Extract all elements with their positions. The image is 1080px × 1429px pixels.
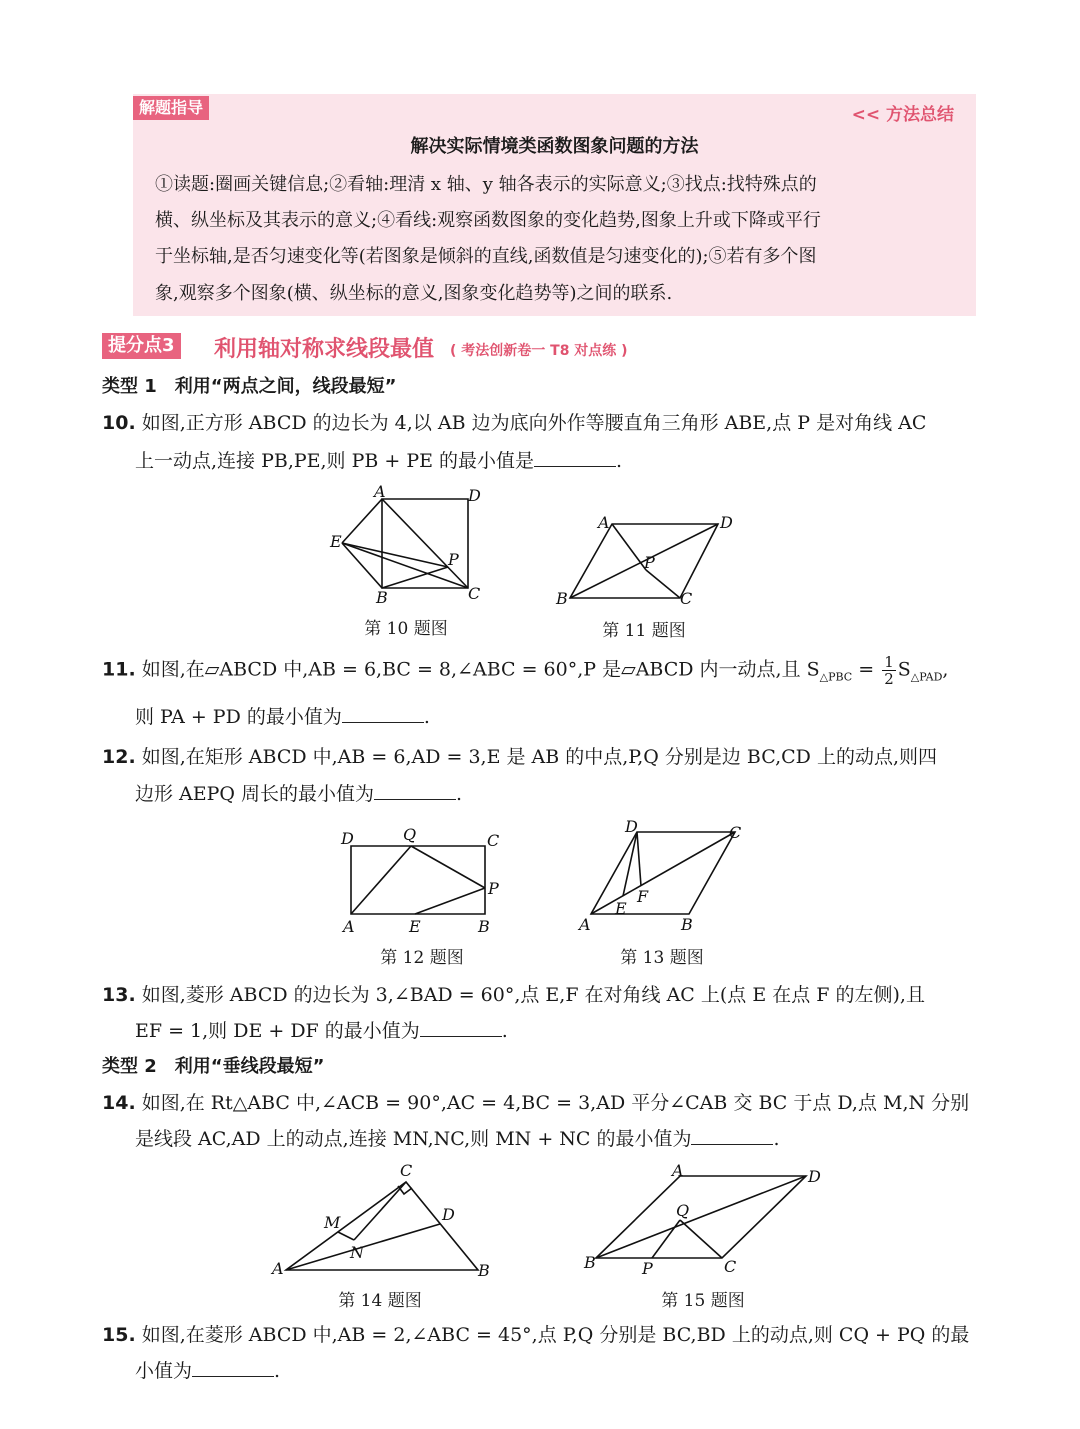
- label-c: C: [729, 823, 742, 842]
- label-b: B: [556, 589, 568, 608]
- question-text: 如图,正方形 ABCD 的边长为 4,以 AB 边为底向外作等腰直角三角形 ABE,点 P 是对角线 AC: [141, 412, 927, 434]
- period: .: [274, 1360, 281, 1382]
- segment-pa: [612, 524, 646, 570]
- label-b: B: [584, 1253, 596, 1272]
- label-c: C: [487, 831, 500, 850]
- label-n: N: [350, 1243, 364, 1262]
- question-10: [102, 408, 926, 435]
- type-2-heading: 类型 2 利用“垂线段最短”: [102, 1056, 325, 1077]
- fraction-numerator: 1: [884, 653, 894, 671]
- answer-blank[interactable]: [691, 1128, 773, 1145]
- question-15-line2: [135, 1356, 280, 1383]
- guide-line-4: 象,观察多个图象(横、纵坐标的意义,图象变化趋势等)之间的联系.: [155, 283, 673, 304]
- label-e: E: [409, 917, 421, 936]
- question-11: [102, 654, 948, 687]
- diagonal-bd: [596, 1176, 806, 1258]
- question-number: 15.: [102, 1324, 136, 1346]
- label-a: A: [272, 1259, 284, 1278]
- label-q: Q: [676, 1201, 690, 1220]
- segment-de: [623, 832, 637, 896]
- label-c: C: [468, 584, 481, 603]
- question-14: [102, 1088, 969, 1115]
- question-text: 上一动点,连接 PB,PE,则 PB + PE 的最小值是: [135, 450, 535, 472]
- method-summary-label: << 方法总结: [851, 105, 954, 125]
- segment-cq: [680, 1220, 722, 1258]
- label-e: E: [330, 532, 342, 551]
- figure-12: [335, 822, 515, 940]
- fraction-one-half: [882, 654, 896, 687]
- label-q: Q: [403, 825, 417, 844]
- subscript-pbc: △PBC: [819, 670, 853, 684]
- rectangle-abcd: [351, 846, 485, 914]
- question-text: 则 PA + PD 的最小值为: [135, 706, 342, 728]
- answer-blank[interactable]: [342, 706, 424, 723]
- period: .: [501, 1020, 508, 1042]
- period: .: [773, 1128, 780, 1150]
- label-b: B: [478, 917, 490, 936]
- segment-mn: [338, 1232, 354, 1240]
- guide-line-2: 横、纵坐标及其表示的意义;④看线:观察函数图象的变化趋势,图象上升或下降或平行: [155, 210, 821, 231]
- segment-qp: [652, 1220, 680, 1258]
- label-b: B: [478, 1261, 490, 1280]
- question-text: 如图,在 Rt△ABC 中,∠ACB = 90°,AC = 4,BC = 3,AD 平分∠CAB 交 BC 于点 D,点 M,N 分别: [141, 1092, 970, 1114]
- figure-13-caption: 第 13 题图: [620, 948, 704, 968]
- question-number: 12.: [102, 746, 136, 768]
- question-text: 小值为: [135, 1360, 193, 1382]
- question-number: 10.: [102, 412, 136, 434]
- question-text: 边形 AEPQ 周长的最小值为: [135, 783, 375, 805]
- subscript-pad: △PAD: [910, 670, 943, 684]
- question-number: 11.: [102, 658, 136, 681]
- label-f: F: [637, 887, 649, 906]
- section-title: 利用轴对称求线段最值: [214, 337, 435, 362]
- guide-line-1: ①读题:圈画关键信息;②看轴:理清 x 轴、y 轴各表示的实际意义;③找点:找特殊点的: [155, 174, 817, 195]
- guide-tag: 解题指导: [133, 96, 209, 120]
- figure-15-caption: 第 15 题图: [661, 1291, 745, 1311]
- segment-qp: [411, 846, 485, 888]
- label-b: B: [376, 588, 388, 607]
- fraction-denominator: 2: [884, 670, 894, 688]
- guide-title: 解决实际情境类函数图象问题的方法: [410, 136, 699, 157]
- figure-13: [575, 818, 755, 936]
- figure-15: [580, 1162, 820, 1277]
- question-text: EF = 1,则 DE + DF 的最小值为: [135, 1020, 420, 1042]
- period: .: [616, 450, 623, 472]
- label-c: C: [680, 589, 693, 608]
- question-13-line2: [135, 1016, 508, 1043]
- question-10-line2: [135, 446, 622, 473]
- label-p: P: [642, 1259, 653, 1278]
- segment-pe: [415, 888, 485, 914]
- diagonal-ac: [591, 832, 735, 914]
- label-a: A: [672, 1161, 684, 1180]
- label-a: A: [598, 513, 610, 532]
- label-d: D: [442, 1205, 455, 1224]
- label-c: C: [400, 1161, 413, 1180]
- triangle-abc: [286, 1182, 478, 1270]
- question-15: [102, 1320, 969, 1347]
- equals: =: [852, 658, 881, 681]
- label-b: B: [681, 915, 693, 934]
- figure-14: [268, 1158, 498, 1283]
- label-d: D: [720, 513, 733, 532]
- figure-14-caption: 第 14 题图: [338, 1291, 422, 1311]
- question-text: 是线段 AC,AD 上的动点,连接 MN,NC,则 MN + NC 的最小值为: [135, 1128, 692, 1150]
- segment-pc: [646, 570, 680, 598]
- question-text: 如图,在菱形 ABCD 中,AB = 2,∠ABC = 45°,点 P,Q 分别是 BC,BD 上的动点,则 CQ + PQ 的最: [141, 1324, 970, 1346]
- label-d: D: [468, 486, 481, 505]
- label-m: M: [324, 1213, 341, 1232]
- figure-12-caption: 第 12 题图: [380, 948, 464, 968]
- period: .: [456, 783, 463, 805]
- question-11-line2: [135, 702, 430, 729]
- type-1-heading: 类型 1 利用“两点之间，线段最短”: [102, 376, 397, 397]
- question-text: 如图,在▱ABCD 中,AB = 6,BC = 8,∠ABC = 60°,P 是▱ABCD 内一动点,且 S: [141, 658, 820, 681]
- question-text: 如图,在矩形 ABCD 中,AB = 6,AD = 3,E 是 AB 的中点,P,Q 分别是边 BC,CD 上的动点,则四: [141, 746, 937, 768]
- label-a: A: [579, 915, 591, 934]
- label-p: P: [488, 879, 499, 898]
- segment-df: [637, 832, 641, 886]
- guide-line-3: 于坐标轴,是否匀速变化等(若图象是倾斜的直线,函数值是匀速变化的);⑤若有多个图: [155, 246, 817, 267]
- segment-nc: [354, 1182, 406, 1240]
- question-14-line2: [135, 1124, 780, 1151]
- question-text: 如图,菱形 ABCD 的边长为 3,∠BAD = 60°,点 E,F 在对角线 AC 上(点 E 在点 F 的左侧),且: [141, 984, 925, 1006]
- comma: ,: [942, 658, 949, 681]
- label-p: P: [644, 553, 655, 572]
- label-e: E: [615, 899, 627, 918]
- segment-aq: [351, 846, 411, 914]
- figure-11: [550, 512, 750, 612]
- label-a: A: [374, 482, 386, 501]
- period: .: [423, 706, 430, 728]
- section-badge: 提分点3: [102, 333, 181, 359]
- question-13: [102, 980, 925, 1007]
- label-d: D: [808, 1167, 821, 1186]
- question-number: 14.: [102, 1092, 136, 1114]
- area-symbol: S: [897, 658, 911, 681]
- section-note: ( 考法创新卷一 T8 对点练 ): [450, 343, 628, 359]
- figure-11-caption: 第 11 题图: [602, 621, 686, 641]
- answer-blank[interactable]: [420, 1020, 502, 1037]
- label-a: A: [343, 917, 355, 936]
- segment-ae: [342, 499, 382, 543]
- answer-blank[interactable]: [192, 1360, 274, 1377]
- label-d: D: [625, 817, 638, 836]
- figure-10: [320, 482, 490, 610]
- label-p: P: [448, 550, 459, 569]
- question-number: 13.: [102, 984, 136, 1006]
- answer-blank[interactable]: [534, 450, 616, 467]
- question-12: [102, 742, 937, 769]
- label-d: D: [341, 829, 354, 848]
- segment-pe: [342, 543, 448, 567]
- answer-blank[interactable]: [374, 783, 456, 800]
- question-12-line2: [135, 779, 462, 806]
- label-c: C: [724, 1257, 737, 1276]
- figure-10-caption: 第 10 题图: [364, 619, 448, 639]
